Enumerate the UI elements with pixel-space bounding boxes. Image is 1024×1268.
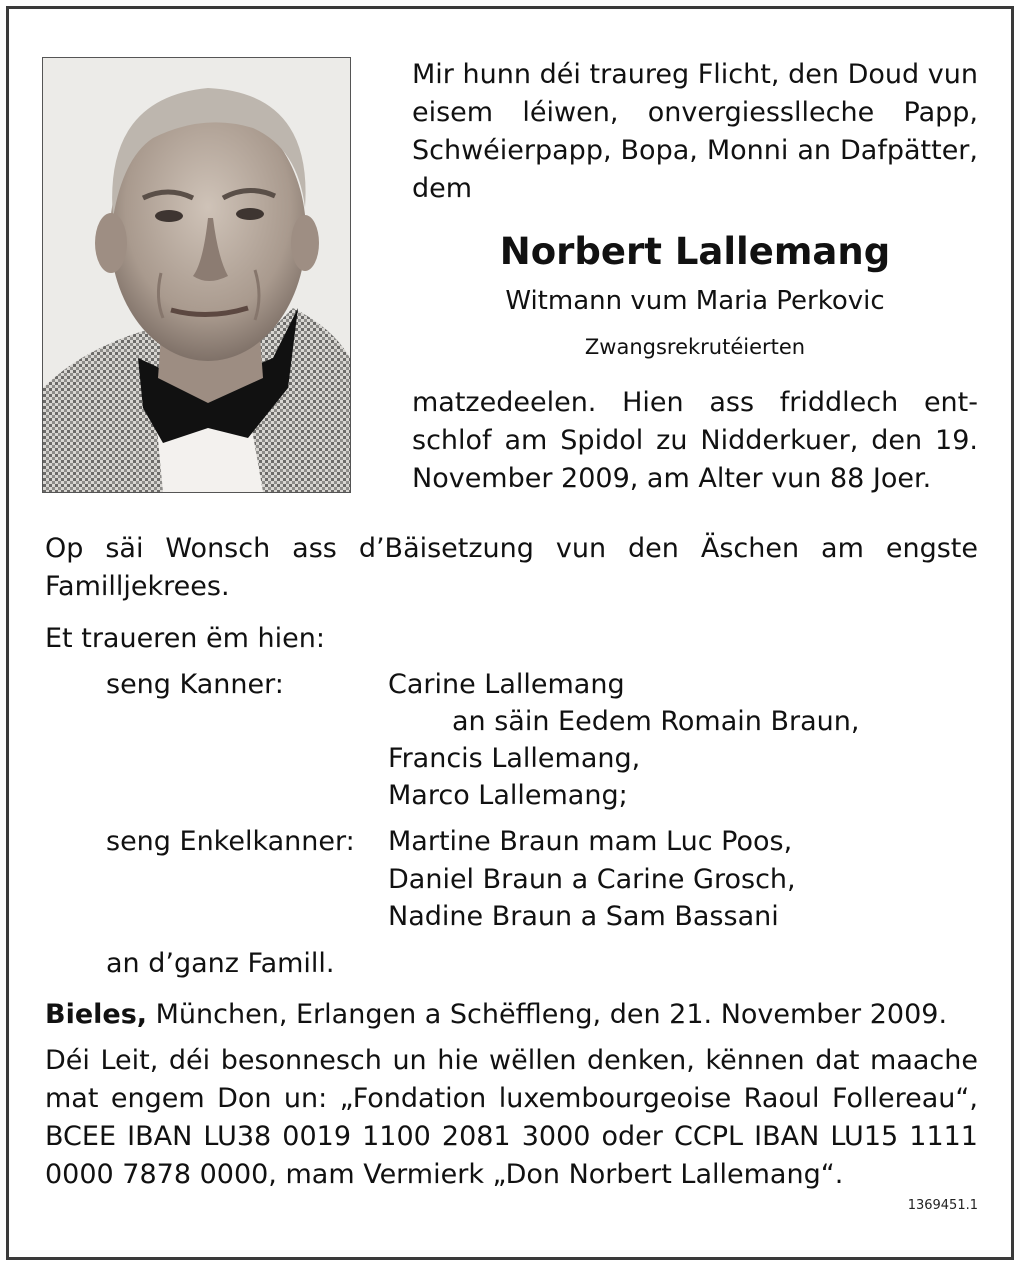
grandchildren-label: seng Enkelkanner: (106, 826, 355, 857)
place-rest: München, Erlangen a Schëffleng, den 21. November 2009. (147, 999, 948, 1030)
portrait-image (43, 58, 350, 492)
place-date-line (45, 996, 947, 1034)
child-name: Francis Lallemang, (388, 743, 641, 774)
deceased-name: Norbert Lallemang (499, 230, 891, 273)
reference-number: 1369451.1 (907, 1198, 978, 1213)
child-name: Carine Lallemang (388, 669, 625, 700)
intro-text: Mir hunn déi traureg Flicht, den Doud vun eisem léiwen, onvergiesslleche Papp, Schwéierpapp, Bopa, Monni an Dafpätter, dem (412, 59, 978, 204)
place-bold: Bieles, (45, 999, 148, 1030)
donation-text: Déi Leit, déi besonnesch un hie wëllen denken, kënnen dat maache mat engem Don un: „Fondation luxembourgeoise Raoul Follereau“, BCEE IBAN LU38 0019 1100 2081 3000 oder CCPL IBAN LU15 1111 0000 7878 0000, mam Vermierk „Don Norbert Lallemang“. (45, 1045, 978, 1190)
status-line: Zwangsrekrutéierten (584, 335, 806, 359)
grandchild-name: Daniel Braun a Carine Grosch, (388, 864, 796, 895)
portrait-photo (42, 57, 351, 493)
children-label: seng Kanner: (106, 669, 284, 700)
child-name: an säin Eedem Romain Braun, (452, 706, 860, 737)
mourners-intro: Et traueren ëm hien: (45, 623, 325, 654)
death-text: matzedeelen. Hien ass friddlech ent-schlof am Spidol zu Nidderkuer, den 19. November 2009, am Alter vun 88 Joer. (412, 387, 978, 494)
child-name: Marco Lallemang; (388, 780, 628, 811)
family-line: an d’ganz Famill. (106, 948, 335, 979)
widow-line: Witmann vum Maria Perkovic (505, 286, 885, 316)
grandchild-name: Martine Braun mam Luc Poos, (388, 826, 793, 857)
burial-wish-text: Op säi Wonsch ass d’Bäisetzung vun den Äschen am engste Familljekrees. (45, 533, 978, 602)
grandchild-name: Nadine Braun a Sam Bassani (388, 901, 779, 932)
